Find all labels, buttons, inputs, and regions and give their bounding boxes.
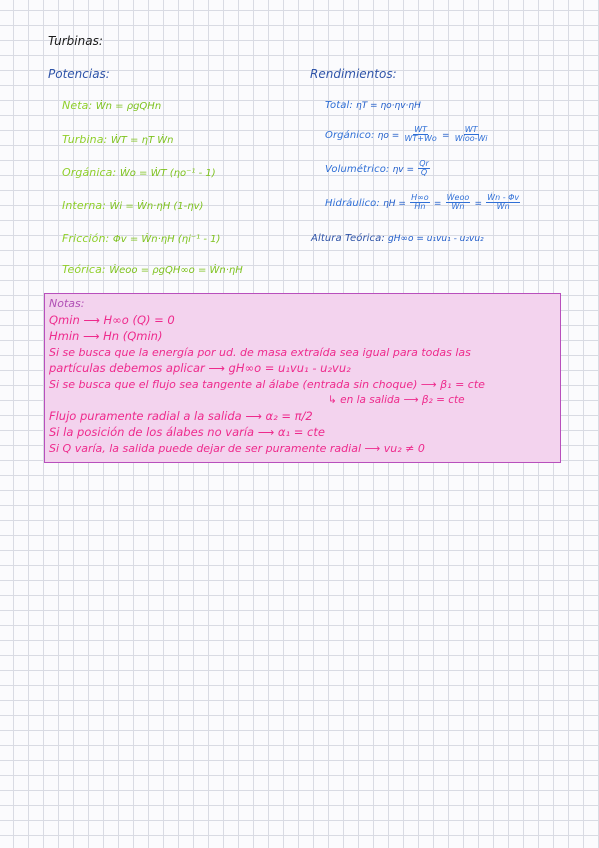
fraction-denominator: Wn (451, 202, 465, 212)
fraction-denominator: Wn (496, 202, 510, 212)
fraction-numerator: WT (464, 125, 478, 134)
note-line-9: Si Q varía, la salida puede dejar de ser puramente radial ⟶ vu₂ ≠ 0 (49, 442, 425, 455)
rendimiento-volumetrico-label: Volumétrico: (325, 163, 390, 175)
potencia-teorica-label: Teórica: (62, 263, 106, 276)
note-line-4: partículas debemos aplicar ⟶ gH∞o = u₁vu₁ - u₂vu₂ (49, 361, 351, 375)
rendimiento-hidraulico (325, 194, 521, 212)
rendimiento-total-label: Total: (325, 100, 353, 111)
note-line-6: ↳ en la salida ⟶ β₂ = cte (328, 394, 465, 406)
rendimiento-organico-label: Orgánico: (325, 129, 375, 141)
potencia-friccion-formula: Φv = Ẇn·ηH (ηi⁻¹ - 1) (112, 234, 221, 245)
rendimiento-volumetrico (325, 160, 431, 178)
potencia-organica-label: Orgánica: (62, 166, 117, 179)
fraction-denominator: WT+Wo (404, 134, 437, 144)
potencias-heading: Potencias: (48, 67, 110, 81)
altura-teorica-formula: gH∞o = u₁vu₁ - u₂vu₂ (388, 234, 484, 244)
fraction-denominator: Q (420, 168, 428, 178)
rendimiento-hidraulico-fraction-1 (410, 194, 430, 212)
rendimiento-organico-fraction-2 (454, 126, 489, 144)
rendimiento-hidraulico-label: Hidráulico: (325, 197, 380, 209)
rendimiento-organico-fraction-1 (403, 126, 437, 144)
notes-heading: Notas: (49, 297, 85, 310)
fraction-numerator: H∞o (411, 193, 429, 202)
potencia-turbina (62, 134, 173, 146)
potencia-turbina-label: Turbina: (62, 133, 108, 146)
rendimiento-hidraulico-prefix: ηH = (383, 198, 406, 209)
rendimiento-volumetrico-prefix: ηv = (392, 164, 415, 175)
fraction-denominator: Wioo-Wi (454, 134, 488, 144)
potencia-neta (62, 100, 161, 112)
note-line-3: Si se busca que la energía por ud. de masa extraída sea igual para todas las (49, 346, 471, 359)
page-title: Turbinas: (48, 34, 103, 48)
equals-sign: = (441, 130, 450, 141)
fraction-numerator: Ẇeoo (446, 193, 470, 202)
note-line-1: Qmin ⟶ H∞o (Q) = 0 (49, 313, 175, 327)
potencia-turbina-formula: ẆT = ηT Ẇn (110, 135, 174, 146)
potencia-organica (62, 167, 216, 179)
potencia-friccion (62, 233, 220, 245)
fraction-numerator: WT (414, 125, 428, 134)
potencia-friccion-label: Fricción: (62, 232, 110, 245)
potencia-neta-formula: Ẇn = ρgQHn (95, 101, 162, 112)
potencia-interna-formula: Ẇi = Ẇn·ηH (1-ηv) (109, 201, 204, 212)
notes-box (44, 293, 561, 463)
rendimiento-organico (325, 126, 490, 144)
fraction-denominator: Hn (414, 202, 426, 212)
rendimiento-hidraulico-fraction-3 (486, 194, 520, 212)
note-line-7: Flujo puramente radial a la salida ⟶ α₂ = π/2 (49, 409, 313, 423)
rendimientos-heading: Rendimientos: (310, 67, 397, 81)
potencia-neta-label: Neta: (62, 99, 93, 112)
altura-teorica-label: Altura Teórica: (311, 233, 385, 244)
potencia-teorica (62, 264, 243, 276)
rendimiento-hidraulico-fraction-2 (446, 194, 471, 212)
altura-teorica (311, 233, 484, 245)
fraction-numerator: Ẇn - Φv (487, 193, 520, 202)
potencia-interna-label: Interna: (62, 199, 107, 212)
note-line-5: Si se busca que el flujo sea tangente al álabe (entrada sin choque) ⟶ β₁ = cte (49, 378, 485, 391)
rendimiento-total (325, 100, 421, 112)
note-line-2: Hmin ⟶ Hn (Qmin) (49, 329, 163, 343)
rendimiento-organico-prefix: ηo = (377, 130, 400, 141)
rendimiento-volumetrico-fraction (418, 160, 430, 178)
rendimiento-total-formula: ηT = ηo·ηv·ηH (355, 101, 421, 111)
potencia-interna (62, 200, 203, 212)
potencia-organica-formula: Ẇo = ẆT (ηo⁻¹ - 1) (119, 168, 216, 179)
fraction-numerator: Qr (419, 159, 429, 168)
equals-sign: = (474, 198, 482, 209)
equals-sign: = (433, 198, 442, 209)
note-line-8: Si la posición de los álabes no varía ⟶ α₁ = cte (49, 425, 325, 439)
potencia-teorica-formula: Ẇeoo = ρgQH∞o = Ẇn·ηH (109, 265, 243, 276)
